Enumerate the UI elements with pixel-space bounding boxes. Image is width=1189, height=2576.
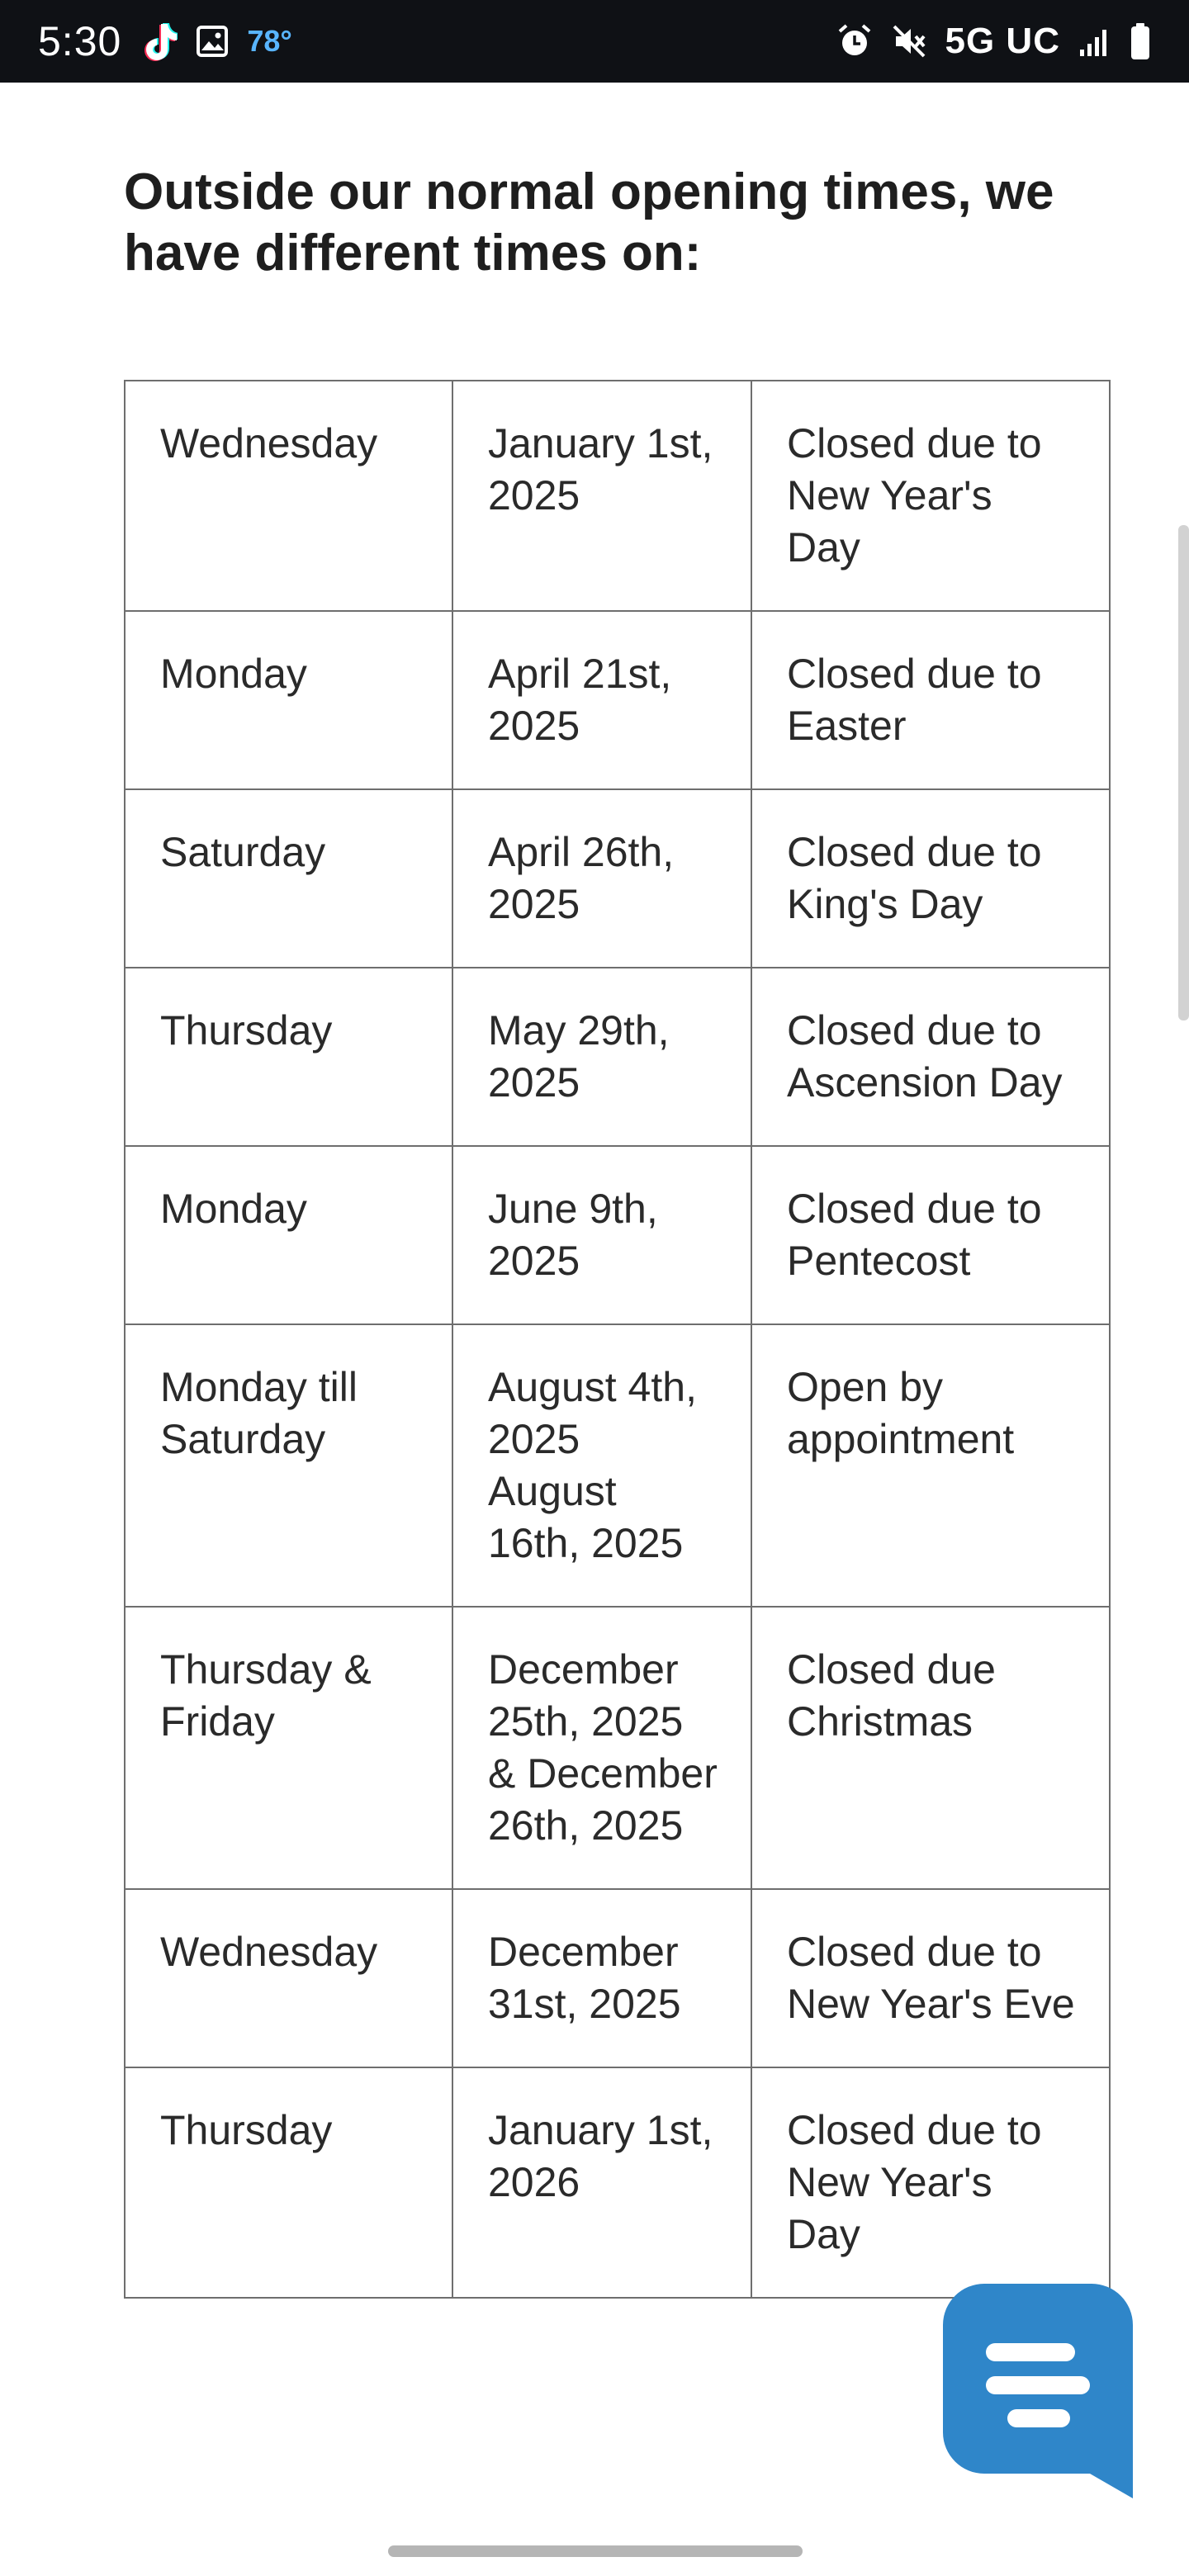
table-row xyxy=(125,789,1110,968)
table-row xyxy=(125,1607,1110,1889)
note-cell: Closed due to New Year's Day xyxy=(751,2067,1110,2298)
date-cell: December 25th, 2025 & December 26th, 2025 xyxy=(452,1607,751,1889)
note-cell: Closed due to Easter xyxy=(751,611,1110,789)
note-cell: Closed due to King's Day xyxy=(751,789,1110,968)
date-cell: January 1st, 2025 xyxy=(452,381,751,611)
gesture-navigation-bar[interactable] xyxy=(388,2545,803,2557)
table-row xyxy=(125,1324,1110,1607)
note-cell: Closed due to Ascension Day xyxy=(751,968,1110,1146)
status-bar-left xyxy=(38,17,292,65)
table-row xyxy=(125,1146,1110,1324)
day-cell: Monday till Saturday xyxy=(125,1324,452,1607)
page-heading: Outside our normal opening times, we have different times on: xyxy=(124,163,1054,282)
status-temperature: 78° xyxy=(247,24,292,58)
status-bar xyxy=(0,0,1189,83)
scrollbar-thumb[interactable] xyxy=(1178,525,1189,1020)
date-cell: May 29th, 2025 xyxy=(452,968,751,1146)
tiktok-icon xyxy=(140,21,178,62)
note-cell: Closed due to New Year's Day xyxy=(751,381,1110,611)
status-network: 5G UC xyxy=(945,21,1060,61)
note-cell: Closed due to New Year's Eve xyxy=(751,1889,1110,2067)
date-cell: April 26th, 2025 xyxy=(452,789,751,968)
date-cell: April 21st, 2025 xyxy=(452,611,751,789)
status-time: 5:30 xyxy=(38,18,122,64)
day-cell: Wednesday xyxy=(125,1889,452,2067)
table-body xyxy=(125,381,1110,2298)
note-cell: Closed due Christmas xyxy=(751,1607,1110,1889)
signal-icon xyxy=(1078,25,1111,58)
mute-icon xyxy=(891,23,927,59)
day-cell: Thursday & Friday xyxy=(125,1607,452,1889)
table-row xyxy=(125,611,1110,789)
gallery-icon xyxy=(196,25,229,58)
day-cell: Monday xyxy=(125,1146,452,1324)
chat-lines-icon xyxy=(943,2279,1133,2498)
table-row xyxy=(125,2067,1110,2298)
chat-button[interactable] xyxy=(943,2279,1133,2498)
table-row xyxy=(125,1889,1110,2067)
note-cell: Open by appointment xyxy=(751,1324,1110,1607)
day-cell: Saturday xyxy=(125,789,452,968)
table-row xyxy=(125,968,1110,1146)
status-bar-right xyxy=(836,21,1151,62)
day-cell: Thursday xyxy=(125,2067,452,2298)
day-cell: Thursday xyxy=(125,968,452,1146)
date-cell: June 9th, 2025 xyxy=(452,1146,751,1324)
note-cell: Closed due to Pentecost xyxy=(751,1146,1110,1324)
alarm-icon xyxy=(836,23,873,59)
holiday-schedule-table xyxy=(124,380,1111,2299)
day-cell: Monday xyxy=(125,611,452,789)
battery-icon xyxy=(1130,22,1151,60)
date-cell: August 4th, 2025 August 16th, 2025 xyxy=(452,1324,751,1607)
date-cell: January 1st, 2026 xyxy=(452,2067,751,2298)
date-cell: December 31st, 2025 xyxy=(452,1889,751,2067)
table-row xyxy=(125,381,1110,611)
day-cell: Wednesday xyxy=(125,381,452,611)
